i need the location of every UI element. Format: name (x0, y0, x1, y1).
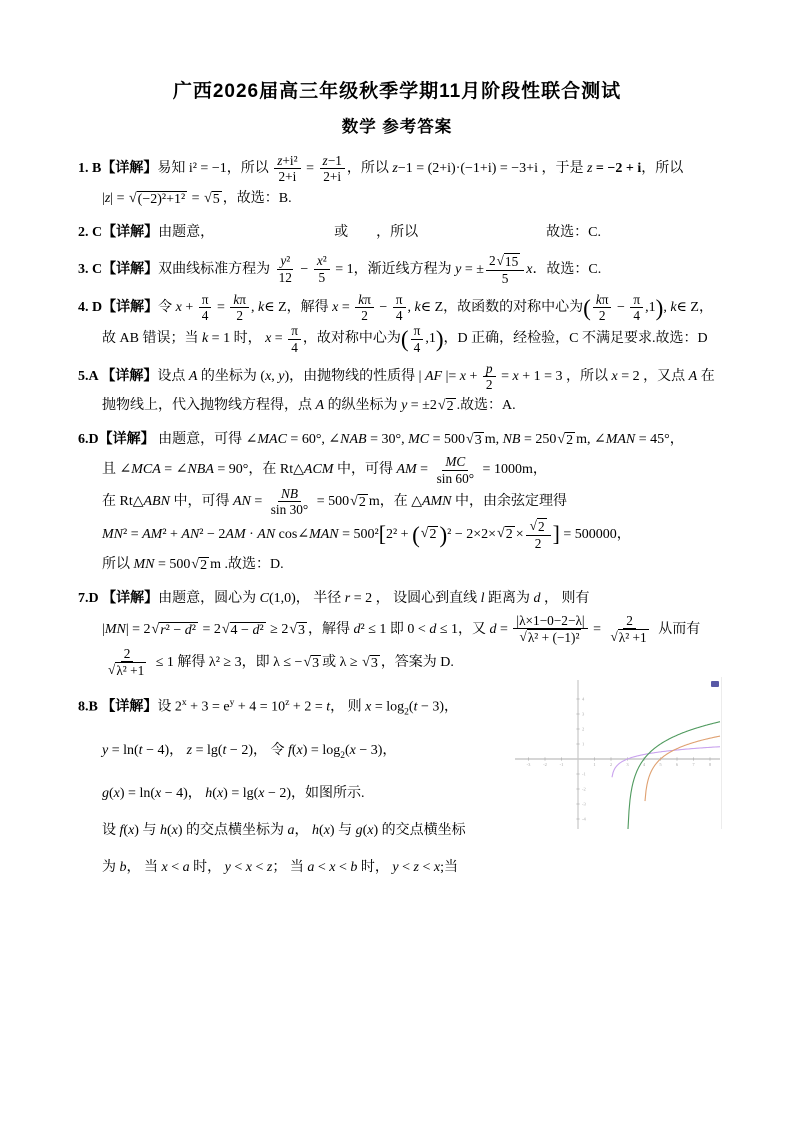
math-variable: h (205, 785, 213, 801)
math-variable: z (586, 161, 593, 176)
numerator: π (199, 292, 212, 308)
math-variable: z (392, 161, 398, 176)
answer-item-1 (78, 153, 730, 213)
math-variable: AN (232, 494, 251, 510)
math-variable: AM (142, 526, 163, 542)
math-variable: A (188, 368, 198, 384)
denominator: 2 (361, 308, 368, 324)
tick-label: -3 (582, 801, 586, 807)
radical-sign: √ (108, 662, 116, 678)
math-variable: MAN (309, 526, 339, 542)
math-variable: y (392, 859, 399, 875)
radical-sign: √ (519, 629, 527, 645)
denominator: 4 (413, 339, 421, 355)
radical (557, 432, 575, 450)
math-variable: x (265, 368, 272, 384)
big-paren: ) (439, 520, 448, 547)
tick-label: 4 (582, 696, 585, 702)
page-title: 广西2026届高三年级秋季学期11月阶段性联合测试 (172, 81, 622, 102)
math-variable: NAB (340, 432, 367, 448)
math-variable: AMN (421, 494, 452, 510)
math-variable: y (102, 742, 109, 758)
radicand: 2 (358, 495, 366, 511)
numerator: kπ (593, 292, 612, 308)
tick-label: -4 (582, 816, 586, 822)
radical (129, 191, 187, 209)
fraction (314, 253, 330, 285)
answer-line: g(x) = ln(x − 4)， h(x) = lg(x − 2)，如图所示. (102, 785, 365, 801)
radical (152, 622, 198, 640)
denominator: 2+i (278, 169, 297, 185)
math-variable: MCA (131, 462, 161, 478)
math-variable: d (533, 590, 541, 606)
math-variable: k (258, 299, 265, 315)
math-variable: x (329, 859, 336, 875)
radicand: 2 (446, 399, 454, 415)
tick-label: 3 (582, 711, 585, 717)
radicand: 3 (312, 655, 320, 671)
math-variable: x (316, 253, 323, 269)
math-variable: NB (502, 432, 521, 448)
radical (497, 526, 515, 544)
answer-label: 4. D【详解】 (78, 299, 159, 315)
radical-sign: √ (610, 629, 618, 645)
plot-tool-icon (711, 681, 719, 687)
denominator (606, 629, 652, 646)
math-variable: MC (408, 432, 430, 448)
tick-label: -2 (543, 762, 547, 768)
answer-line: |MN| = 2 √ r² − d² = 2 √ 4 − d² ≥ 2 √ 3 ，解得 d² ≤ 1 即 0 < d ≤ 1，又 d = |λ×1−0−2−λ| √ λ² + (−1)² = 2 √ λ² +1 从而有 (102, 612, 701, 646)
denominator: 4 (291, 339, 298, 355)
answer-line: |z| = √ (−2)²+1² = √ 5 ，故选：B. (102, 190, 292, 207)
radical-sign: √ (350, 494, 358, 510)
radicand: 15 (504, 253, 519, 269)
radical-sign: √ (420, 526, 429, 542)
radical (497, 253, 521, 270)
answer-line: 6.D【详解】 由题意，可得 ∠MAC = 60°, ∠NAB = 30°, MC = 500 √ 3 m, NB = 250 √ 2 m, ∠MAN = 45°， (78, 432, 684, 449)
math-variable: x (349, 742, 356, 758)
math-variable: MC (445, 454, 466, 470)
radicand: 2 (200, 557, 208, 573)
math-variable: r (160, 622, 166, 638)
denominator (104, 662, 150, 679)
answer-line: 为 b， 当 x < a 时， y < x < z； 当 a < x < b 时， y < z < x;当 (102, 859, 458, 875)
math-variable: x (216, 785, 224, 801)
math-variable: y (224, 859, 231, 875)
tick-label: -1 (582, 771, 586, 777)
math-variable: x (171, 822, 178, 838)
fraction (355, 292, 374, 324)
math-variable: x (113, 785, 120, 801)
math-variable: z (277, 153, 283, 168)
math-variable: t (138, 742, 143, 758)
answer-line: 3. C【详解】双曲线标准方程为 $\frac{\text{y²}}{12}$ − $\frac{\text{x²}}{5}$ = 1，渐近线方程为 y = ± 2 √ 15 5 x．故选：C. (78, 252, 602, 286)
math-variable: y (401, 398, 408, 414)
math-variable: a (182, 859, 190, 875)
tick-label: -3 (526, 762, 531, 768)
math-variable: x (367, 822, 374, 838)
denominator: 12 (278, 269, 292, 285)
answer-label: 5.A 【详解】 (78, 368, 158, 384)
denominator: 2 (534, 535, 542, 551)
tick-label: 2 (582, 726, 585, 732)
math-variable: x (296, 742, 303, 758)
numerator: z−1 (320, 153, 345, 169)
radical-sign: √ (204, 190, 212, 206)
fraction (606, 613, 652, 646)
fraction (320, 153, 345, 185)
tick-label: 7 (692, 762, 695, 768)
answer-line: MN² = AM² + AN² − 2AM · AN cos∠MAN = 500²[2² + ( √ 2 )² − 2×2× √ 2 × √ 2 2 ] = 500000， (102, 517, 631, 551)
fraction (393, 292, 406, 324)
denominator: 2 (236, 308, 244, 324)
denominator: 5 (501, 270, 509, 286)
numerator: π (411, 323, 424, 339)
math-variable: d (252, 622, 260, 638)
tick-label: 4 (642, 762, 646, 768)
numerator (442, 454, 468, 470)
superscript: y (229, 698, 235, 709)
radical (303, 655, 321, 673)
math-variable: l (480, 590, 485, 606)
denominator: 4 (395, 308, 403, 324)
fraction (483, 361, 496, 393)
math-variable: k (670, 299, 677, 315)
radical (466, 432, 484, 450)
math-variable: h (159, 822, 167, 838)
radicand: 3 (298, 622, 306, 638)
answer-item-5 (78, 361, 730, 421)
math-variable: A (688, 368, 698, 384)
denominator (516, 629, 586, 646)
math-variable: x (258, 785, 265, 801)
denominator: 2 (485, 377, 493, 393)
denominator: 4 (633, 308, 641, 324)
function-graph-svg (515, 677, 723, 849)
math-variable: y (280, 253, 287, 269)
math-variable: x (175, 299, 182, 315)
answer-label: 1. B【详解】 (78, 161, 158, 176)
radicand: 3 (474, 433, 482, 449)
math-variable: d (184, 622, 192, 638)
answer-item-6 (78, 426, 730, 578)
math-variable: x (332, 299, 339, 315)
answer-label: 7.D 【详解】 (78, 590, 159, 606)
radical (530, 518, 547, 535)
math-variable: z (322, 153, 328, 168)
denominator: sin 60° (436, 470, 475, 486)
math-variable: x (128, 822, 135, 838)
subscript: 2 (404, 707, 409, 718)
numerator: π (393, 292, 406, 308)
numerator: |λ×1−0−2−λ| (513, 613, 587, 629)
blank-space (418, 235, 546, 236)
radical (289, 622, 307, 640)
fraction (630, 292, 643, 324)
math-variable: ABN (143, 494, 170, 510)
math-variable: k (414, 299, 421, 315)
math-variable: f (287, 742, 292, 758)
numerator: 2 (121, 646, 134, 662)
fraction (411, 323, 424, 355)
answer-line: 2. C【详解】由题意， 或 ，所以 故选：C. (78, 224, 601, 240)
numerator (278, 486, 301, 502)
math-variable: t (326, 699, 331, 715)
superscript: x (181, 698, 187, 709)
radicand: 3 (370, 655, 378, 671)
math-variable: t (222, 742, 227, 758)
math-variable: b (119, 859, 127, 875)
radical-sign: √ (466, 432, 474, 448)
numerator: y² (277, 253, 293, 269)
radicand: 5 (212, 191, 220, 207)
answer-label: 3. C【详解】 (78, 261, 159, 277)
math-variable: b (350, 859, 358, 875)
radical (421, 526, 439, 544)
tick-label: 3 (626, 762, 629, 768)
answer-line: 1. B【详解】易知 i² = −1，所以 $\frac{\text{z+i²}}{2+i}$ = $\frac{z-1}{2+i}$ ，所以 z−1 = (2+i)·(−1+i) = −3+i ，于是 z = −2 + i，所以 (78, 153, 684, 185)
radical-sign: √ (557, 432, 566, 448)
math-variable: t (413, 699, 418, 715)
math-variable: MAC (257, 432, 287, 448)
radical-sign: √ (437, 398, 446, 414)
math-variable: MN (102, 526, 123, 542)
answer-line: 在 Rt△ABN 中，可得 AN = $\frac{NB}{\sin 30^\circ}$ = 500 √ 2 m，在 △AMN 中，由余弦定理得 (102, 486, 568, 518)
denominator: 5 (318, 269, 326, 285)
radicand: 4 − d² (230, 622, 264, 638)
math-variable: r (344, 590, 351, 606)
math-variable: d (429, 621, 437, 637)
math-variable: MAN (605, 432, 636, 448)
function-graph (515, 677, 723, 849)
math-variable: z (413, 859, 419, 875)
math-variable: MN (133, 556, 155, 572)
answer-line: 且 ∠MCA = ∠NBA = 90°，在 Rt△ACM 中，可得 AM = $\frac{MC}{\sin 60^\circ}$ = 1000m， (102, 454, 547, 486)
math-variable: ACM (303, 462, 334, 478)
math-variable: z (104, 190, 111, 206)
radical (222, 622, 266, 640)
curve-f (628, 722, 720, 829)
math-variable: a (287, 822, 295, 838)
math-variable: h (312, 822, 320, 838)
math-variable: g (355, 822, 363, 838)
radicand: λ² +1 (116, 663, 145, 679)
big-paren: ( (400, 325, 409, 352)
math-variable: x (365, 699, 372, 715)
radical (204, 191, 222, 209)
denominator: sin 30° (270, 502, 309, 518)
radical (108, 662, 146, 679)
math-variable: k (595, 291, 602, 307)
fraction (199, 292, 212, 324)
math-variable: AM (396, 462, 417, 478)
answer-item-8 (78, 685, 712, 885)
math-variable: MN (104, 621, 126, 637)
radical (438, 398, 456, 416)
math-variable: d (353, 621, 361, 637)
fraction (434, 454, 477, 486)
denominator: 2+i (323, 169, 342, 185)
math-variable: AN (181, 526, 200, 542)
math-variable: x (611, 368, 618, 384)
math-variable: x (433, 859, 441, 875)
math-variable: x (459, 368, 467, 384)
math-variable: x (512, 368, 519, 384)
big-paren: ) (655, 294, 664, 321)
answer-line: 设 f(x) 与 h(x) 的交点横坐标为 a， h(x) 与 g(x) 的交点横坐标 (102, 822, 466, 838)
math-variable: x (161, 859, 168, 875)
numerator (483, 361, 496, 377)
answer-item-3 (78, 253, 730, 286)
radical (610, 629, 648, 646)
answer-line: 5.A 【详解】设点 A 的坐标为 (x, y)，由抛物线的性质得 | AF |= x + $\frac{p}{2}$ = x + 1 = 3 ，所以 x = 2 ，又点 A 在 (78, 360, 715, 393)
answer-line: 2 √ λ² +1 ≤ 1 解得 λ² ≥ 3，即 λ ≤ − √ 3 或 λ ≥ √ 3 ，答案为 D. (78, 646, 730, 679)
radicand: λ² + (−1)² (527, 630, 580, 646)
big-bracket: [ (378, 521, 386, 546)
numerator: x² (314, 253, 330, 269)
math-variable: AF (424, 368, 443, 384)
tick-label: 1 (582, 741, 585, 747)
answer-line: 8.B 【详解】设 $2^x + 3 = e^y + 4 = 10^z + 2 = t$， 则 $x = \log_2(t - 3)$， (78, 698, 459, 718)
document-header (0, 0, 794, 137)
radicand: (−2)²+1² (137, 191, 186, 207)
math-variable: k (233, 291, 240, 307)
fraction (268, 486, 311, 518)
radical-sign: √ (221, 621, 230, 637)
numerator: π (630, 292, 643, 308)
math-variable: x (265, 331, 272, 347)
fraction (526, 518, 551, 551)
fraction (276, 253, 295, 285)
math-variable: z (186, 742, 193, 758)
radical-sign: √ (497, 526, 505, 542)
radicand: λ² +1 (618, 630, 647, 646)
big-bracket: ] (552, 521, 560, 546)
fraction (104, 646, 150, 679)
numerator: 2 √ 15 (486, 253, 524, 271)
superscript: z (285, 698, 290, 709)
denominator: 4 (201, 308, 209, 324)
radical (350, 494, 368, 512)
fraction (593, 292, 612, 324)
numerator: π (288, 323, 301, 339)
fraction (274, 153, 300, 185)
radicand: 2 (505, 527, 513, 543)
page-subtitle: 数学 参考答案 (341, 118, 453, 136)
answer-item-7 (78, 585, 730, 679)
math-variable: f (119, 822, 124, 838)
numerator (526, 518, 551, 536)
tick-label: 2 (609, 762, 613, 768)
answer-line: 7.D 【详解】由题意，圆心为 C(1,0)， 半径 r = 2 ， 设圆心到直线 l 距离为 d ， 则有 (78, 590, 590, 606)
answer-line: 4. D【详解】令 x + $\frac{\pi}{4}$ = $\frac{k\pi}{2}$ , k∈ Z，解得 x = $\frac{k\pi}{2}$ − $\frac{\pi}{4}$ , k∈ Z，故函数的对称中心为( $\frac{k\pi}{2}$ − $\frac{\pi}{4}$ ,1), k∈ Z， (78, 291, 713, 324)
tick-label: -2 (582, 786, 586, 792)
denominator: 2 (598, 308, 606, 324)
answer-label: 6.D【详解】 (78, 432, 159, 448)
math-variable: z (266, 859, 273, 875)
radical-sign: √ (289, 621, 298, 637)
math-variable: a (307, 859, 315, 875)
radical-sign: √ (362, 654, 370, 670)
radical-sign: √ (496, 252, 504, 268)
numerator: 2 (623, 613, 636, 629)
tick-label: 8 (708, 762, 712, 768)
tick-label: 6 (675, 762, 679, 768)
radical (520, 629, 582, 646)
math-variable: y (455, 261, 462, 277)
radicand: 2 (566, 433, 574, 449)
math-variable: NB (280, 486, 298, 502)
math-variable: p (485, 360, 493, 376)
answer-label: 2. C【详解】 (78, 224, 159, 240)
tick-label: -1 (559, 762, 564, 768)
answer-item-2 (78, 219, 730, 247)
math-variable: d (489, 621, 497, 637)
radical-sign: √ (529, 517, 537, 533)
big-paren: ( (412, 520, 420, 547)
fraction (513, 613, 587, 646)
tick-label: 5 (659, 762, 662, 768)
blank-space (348, 235, 376, 236)
math-variable: x (323, 822, 330, 838)
tick-label: 1 (593, 762, 596, 768)
radical-sign: √ (151, 621, 160, 637)
radical-sign: √ (128, 190, 137, 206)
radicand: 2 (537, 518, 545, 534)
numerator: kπ (230, 292, 249, 308)
answer-line: 所以 MN = 500 √ 2 m .故选：D. (102, 556, 284, 573)
radical (362, 655, 380, 673)
radical (191, 557, 209, 575)
radical-sign: √ (191, 556, 200, 572)
math-variable: AN (257, 526, 276, 542)
radicand: r² − d² (160, 622, 196, 638)
numerator: kπ (355, 292, 374, 308)
math-variable: k (358, 291, 365, 307)
bold-text: = −2 + i (592, 161, 642, 176)
fraction (486, 253, 524, 286)
radicand: 2 (429, 527, 437, 543)
math-variable: C (259, 590, 269, 606)
numerator: z+i² (274, 153, 300, 169)
big-paren: ( (583, 294, 591, 321)
math-variable: AM (225, 526, 246, 542)
math-variable: x (245, 859, 252, 875)
math-variable: g (102, 785, 109, 801)
answers-list (78, 153, 730, 886)
math-variable: y (278, 368, 285, 384)
blank-space (214, 235, 334, 236)
answer-line: 抛物线上，代入抛物线方程得，点 A 的纵坐标为 y = ±2 √ 2 .故选：A. (102, 398, 516, 415)
fraction (288, 323, 301, 355)
subscript: 2 (340, 750, 345, 761)
curve-g (642, 736, 720, 801)
radical-sign: √ (303, 654, 312, 670)
math-variable: k (201, 331, 209, 347)
answer-label: 8.B 【详解】 (78, 699, 158, 715)
answer-item-4 (78, 292, 730, 355)
math-variable: NBA (187, 462, 214, 478)
math-variable: A (315, 398, 325, 414)
fraction (230, 292, 249, 324)
answer-line: 故 AB 错误；当 k = 1 时， x = $\frac{\pi}{4}$ ，故对称中心为( $\frac{\pi}{4}$ ,1)，D 正确，经检验，C 不满足要求.故选：D (102, 323, 708, 355)
math-variable: x (526, 261, 533, 277)
big-paren: ) (435, 325, 444, 352)
answer-line: y = ln(t − 4)， z = lg(t − 2)， 令 $f(x) = \log_2(x - 3)$， (102, 742, 397, 761)
math-variable: x (155, 785, 162, 801)
